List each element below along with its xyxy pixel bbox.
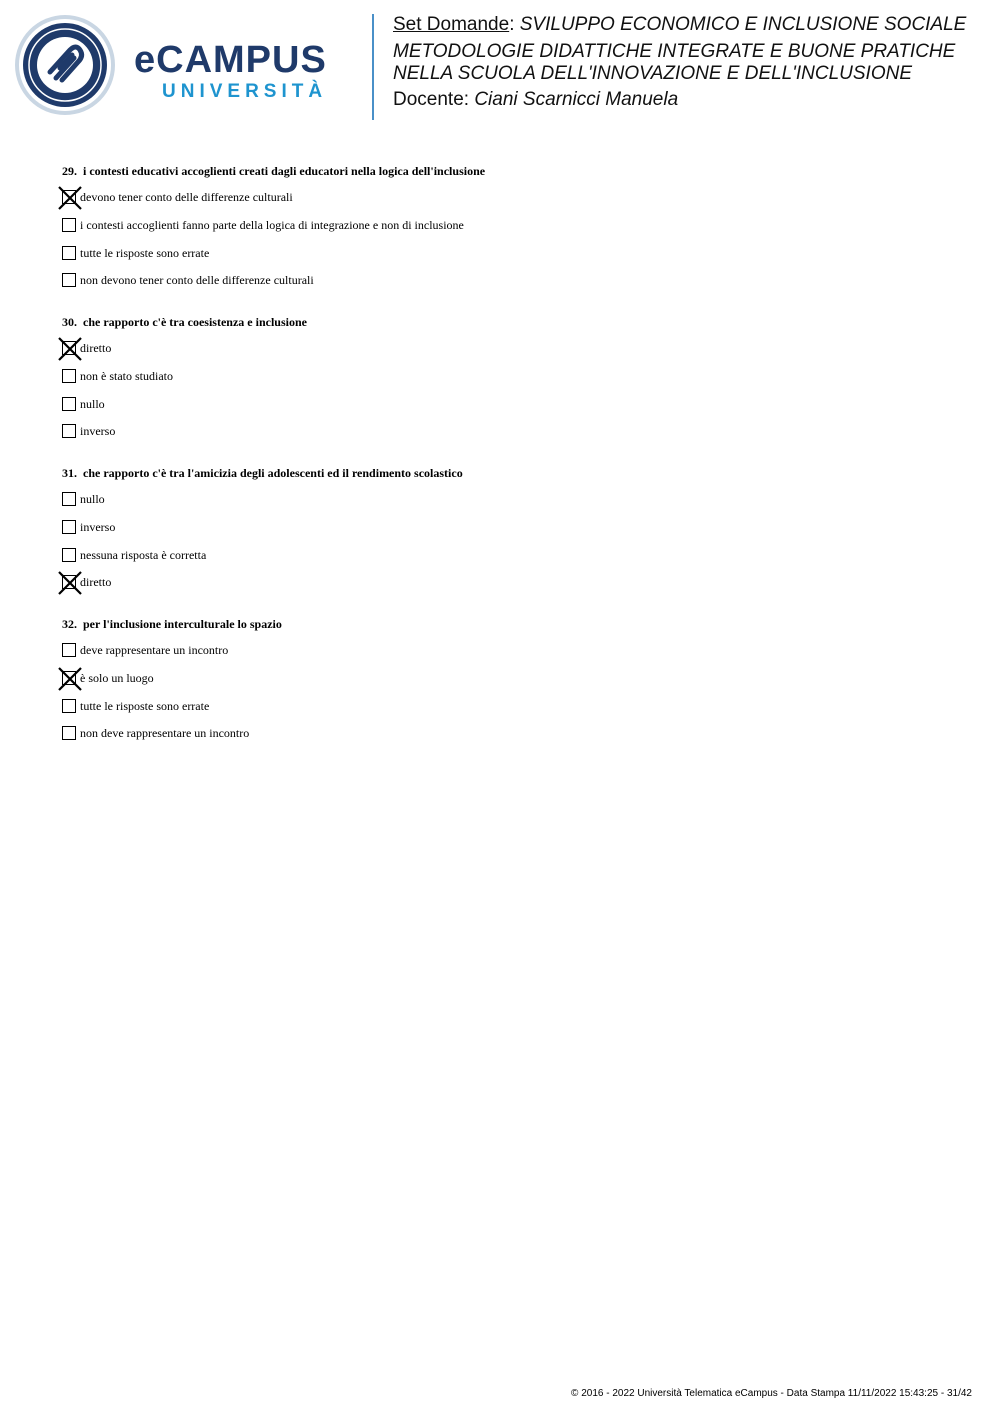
checkbox[interactable] — [62, 726, 76, 740]
docente-line — [393, 89, 993, 111]
option-label: non è stato studiato — [80, 368, 173, 383]
answer-option[interactable] — [62, 273, 962, 289]
option-label: nessuna risposta è corretta — [80, 547, 207, 562]
course-line-2: METODOLOGIE DIDATTICHE INTEGRATE E BUONE PRATICHE — [393, 41, 956, 62]
question-text: che rapporto c'è tra coesistenza e inclusione — [83, 315, 307, 329]
cross-mark-icon — [58, 571, 82, 595]
answer-option[interactable] — [62, 643, 962, 659]
question-number: 30. — [62, 315, 77, 329]
course-line-3: NELLA SCUOLA DELL'INNOVAZIONE E DELL'INCLUSIONE — [393, 63, 913, 84]
answer-option[interactable] — [62, 548, 962, 564]
question-block — [62, 163, 962, 289]
checkbox[interactable] — [62, 273, 76, 287]
option-label: nullo — [80, 492, 105, 506]
answer-option[interactable] — [62, 575, 962, 591]
answer-option[interactable] — [62, 671, 962, 687]
option-label: diretto — [80, 341, 112, 355]
option-label: inverso — [80, 424, 116, 439]
question-number: 31. — [62, 466, 77, 480]
checkbox[interactable] — [62, 492, 76, 506]
brand-name: eCAMPUS — [134, 39, 327, 81]
option-label: tutte le risposte sono errate — [80, 245, 210, 260]
question-text: i contesti educativi accoglienti creati dagli educatori nella logica dell'inclusione — [83, 164, 486, 178]
option-label: non devono tener conto delle differenze culturali — [80, 273, 314, 288]
course-title: SVILUPPO ECONOMICO E INCLUSIONE SOCIALE — [519, 14, 967, 35]
answer-option[interactable] — [62, 341, 962, 357]
answer-option[interactable] — [62, 190, 962, 206]
answer-option[interactable] — [62, 492, 962, 508]
checkbox[interactable] — [62, 699, 76, 713]
docente-name: Ciani Scarnicci Manuela — [474, 89, 679, 110]
question-title — [62, 314, 962, 330]
docente-label: Docente: — [393, 89, 470, 110]
question-text: che rapporto c'è tra l'amicizia degli adolescenti ed il rendimento scolastico — [83, 466, 463, 480]
checkbox[interactable] — [62, 246, 76, 260]
answer-option[interactable] — [62, 218, 962, 234]
checkbox[interactable] — [62, 643, 76, 657]
cross-mark-icon — [58, 667, 82, 691]
cross-mark-icon — [58, 186, 82, 210]
header-divider — [372, 14, 374, 120]
ecampus-wordmark — [134, 40, 356, 104]
answer-option[interactable] — [62, 520, 962, 536]
checkbox[interactable] — [62, 548, 76, 562]
option-label: devono tener conto delle differenze culturali — [80, 190, 293, 204]
answer-option[interactable] — [62, 397, 962, 413]
option-label: nullo — [80, 396, 105, 411]
answer-option[interactable] — [62, 424, 962, 440]
answer-option[interactable] — [62, 726, 962, 742]
answer-option[interactable] — [62, 369, 962, 385]
question-text: per l'inclusione interculturale lo spazio — [83, 617, 282, 631]
option-label: inverso — [80, 519, 116, 534]
checkbox[interactable] — [62, 369, 76, 383]
footer-text: © 2016 - 2022 Università Telematica eCampus - Data Stampa 11/11/2022 15:43:25 - 31/42 — [571, 1388, 972, 1399]
set-label: Set Domande — [393, 14, 510, 35]
option-label: tutte le risposte sono errate — [80, 698, 210, 713]
answer-option[interactable] — [62, 246, 962, 262]
question-number: 32. — [62, 617, 77, 631]
header-info — [393, 14, 993, 111]
ecampus-seal-logo — [14, 14, 116, 116]
checkbox[interactable] — [62, 397, 76, 411]
checkbox[interactable] — [62, 218, 76, 232]
set-title-line: Set Domande: SVILUPPO ECONOMICO E INCLUSIONE SOCIALE — [393, 14, 967, 35]
checkbox[interactable] — [62, 520, 76, 534]
question-block — [62, 314, 962, 440]
question-block — [62, 616, 962, 742]
question-number: 29. — [62, 164, 77, 178]
question-title — [62, 616, 962, 632]
question-title — [62, 163, 962, 179]
option-label: diretto — [80, 575, 112, 590]
question-block — [62, 465, 962, 591]
answer-option[interactable] — [62, 699, 962, 715]
option-label: deve rappresentare un incontro — [80, 643, 229, 657]
option-label: è solo un luogo — [80, 670, 154, 685]
cross-mark-icon — [58, 337, 82, 361]
option-label: non deve rappresentare un incontro — [80, 726, 250, 741]
checkbox[interactable] — [62, 424, 76, 438]
brand-sub: UNIVERSITÀ — [162, 81, 328, 102]
question-title — [62, 465, 962, 481]
option-label: i contesti accoglienti fanno parte della logica di integrazione e non di inclusione — [80, 217, 464, 232]
